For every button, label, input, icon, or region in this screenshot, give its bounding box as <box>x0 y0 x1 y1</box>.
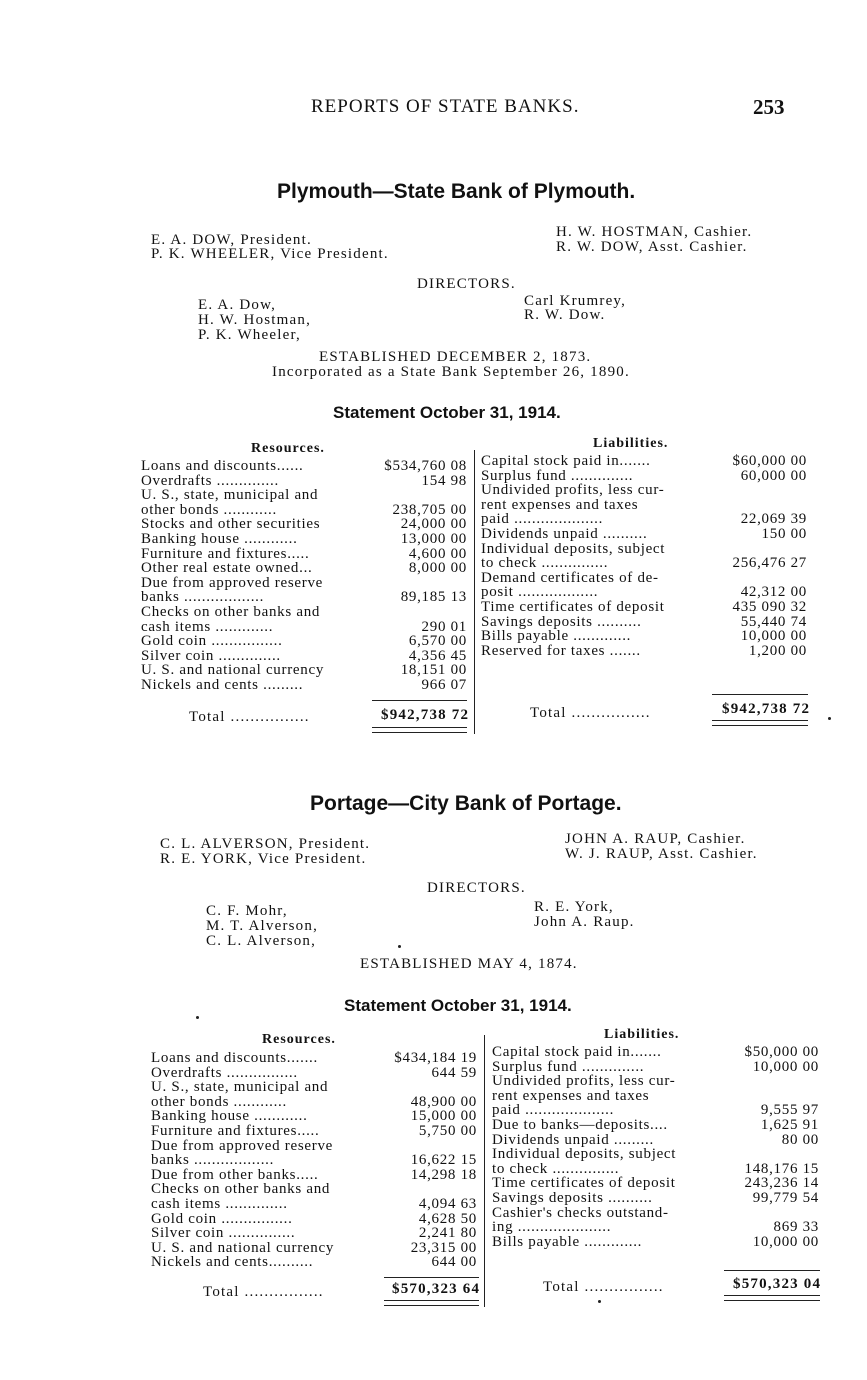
liability-row <box>492 1191 819 1206</box>
resource-row-label: Furniture and fixtures..... <box>141 545 310 562</box>
resource-row-label: cash items .............. <box>151 1195 288 1212</box>
resource-row <box>151 1080 477 1095</box>
print-speck <box>828 717 831 720</box>
resource-row <box>151 1182 477 1197</box>
bank-title-portage: Portage—City Bank of Portage. <box>310 792 622 815</box>
total-double-rule <box>712 720 808 726</box>
resource-row-label: U. S. and national currency <box>141 662 325 679</box>
total-rule <box>384 1277 479 1278</box>
resource-row-amount: 5,750 00 <box>418 1122 477 1139</box>
director-1: E. A. Dow, <box>198 297 277 313</box>
resource-row <box>141 620 467 635</box>
officer-vice-president: P. K. WHEELER, Vice President. <box>151 246 389 262</box>
liability-row-label: Cashier's checks outstand- <box>492 1204 669 1221</box>
liability-row-label: Individual deposits, subject <box>492 1146 677 1163</box>
resource-row-label: Stocks and other securities <box>141 516 321 533</box>
liabilities-total-label: Total ................ <box>530 705 651 721</box>
liability-row <box>492 1060 819 1075</box>
liability-row-amount: 10,000 00 <box>752 1233 819 1250</box>
resource-row-label: Checks on other banks and <box>141 603 321 620</box>
director-1: C. F. Mohr, <box>206 903 288 919</box>
liability-row <box>481 454 807 469</box>
column-divider <box>474 450 475 734</box>
resources-heading: Resources. <box>251 441 325 456</box>
resource-row <box>141 503 467 518</box>
resource-row-amount: 154 98 <box>421 472 467 489</box>
liability-row-label: to check ............... <box>492 1160 620 1177</box>
total-rule <box>372 700 467 701</box>
resource-row <box>151 1153 477 1168</box>
resource-row-amount: 23,315 00 <box>410 1239 477 1256</box>
liability-row-amount: 99,779 54 <box>752 1189 819 1206</box>
resource-row-amount: 4,356 45 <box>408 647 467 664</box>
liability-row-amount: 1,200 00 <box>748 642 807 659</box>
resource-row-label: Due from approved reserve <box>141 574 324 591</box>
resource-row-label: Nickels and cents ......... <box>141 676 304 693</box>
page-number: 253 <box>753 95 785 119</box>
liability-row-label: Undivided profits, less cur- <box>492 1073 676 1090</box>
resource-row-amount: 89,185 13 <box>400 589 467 606</box>
total-double-rule <box>724 1295 820 1301</box>
resource-row <box>141 488 467 503</box>
director-5: R. W. Dow. <box>524 307 606 323</box>
liability-row-label: Capital stock paid in....... <box>492 1044 662 1060</box>
resource-row <box>151 1212 477 1227</box>
liability-row <box>492 1103 819 1118</box>
resource-row-label: Due from approved reserve <box>151 1137 334 1154</box>
resource-row-label: Loans and discounts...... <box>141 458 304 474</box>
liability-row-amount: 243,236 14 <box>744 1175 819 1192</box>
liability-row-amount: 42,312 00 <box>740 584 807 601</box>
resource-row-amount: 238,705 00 <box>392 501 467 518</box>
resource-row-label: U. S., state, municipal and <box>141 487 319 504</box>
resource-row <box>151 1095 477 1110</box>
liability-row-label: ing ..................... <box>492 1219 612 1236</box>
director-4: R. E. York, <box>534 899 614 915</box>
print-speck <box>398 945 401 948</box>
liability-row-label: Reserved for taxes ....... <box>481 642 641 659</box>
liability-row <box>492 1235 819 1250</box>
resource-row-label: Loans and discounts....... <box>151 1050 318 1066</box>
liability-row <box>492 1162 819 1177</box>
resource-row <box>151 1197 477 1212</box>
liability-row <box>481 469 807 484</box>
resource-row <box>141 474 467 489</box>
liability-row <box>492 1045 819 1060</box>
resource-row <box>151 1066 477 1081</box>
resource-row-amount: $434,184 19 <box>394 1050 477 1066</box>
resource-row <box>151 1109 477 1124</box>
officer-asst-cashier: W. J. RAUP, Asst. Cashier. <box>565 846 758 862</box>
running-header-title: REPORTS OF STATE BANKS. <box>311 96 580 117</box>
resource-row-amount: 24,000 00 <box>400 516 467 533</box>
officer-vice-president: R. E. YORK, Vice President. <box>160 851 367 867</box>
resources-total-label: Total ................ <box>189 709 310 725</box>
resources-total-amount: $570,323 64 <box>392 1281 481 1297</box>
resource-row <box>141 634 467 649</box>
resource-row-amount: 966 07 <box>421 676 467 693</box>
liability-row <box>481 542 807 557</box>
directors-heading: DIRECTORS. <box>417 276 516 292</box>
liability-row-amount: 435 090 32 <box>732 598 807 615</box>
liability-row-amount: $50,000 00 <box>744 1044 819 1060</box>
director-3: C. L. Alverson, <box>206 933 317 949</box>
resource-row-label: U. S., state, municipal and <box>151 1079 329 1096</box>
statement-heading: Statement October 31, 1914. <box>333 403 561 422</box>
resource-row <box>151 1241 477 1256</box>
resource-row-label: other bonds ............ <box>141 501 277 518</box>
total-double-rule <box>372 727 467 733</box>
resource-row-label: cash items ............. <box>141 618 274 635</box>
resource-row-label: Overdrafts ................ <box>151 1064 298 1081</box>
resource-row-label: Gold coin ................ <box>141 633 283 650</box>
director-5: John A. Raup. <box>534 914 635 930</box>
liability-row-label: Bills payable ............. <box>492 1233 643 1250</box>
liability-row-label: Savings deposits .......... <box>481 613 642 630</box>
resource-row-label: banks .................. <box>151 1152 275 1169</box>
resource-row-label: Nickels and cents.......... <box>151 1254 314 1271</box>
resource-row-amount: 15,000 00 <box>410 1108 477 1125</box>
liability-row-amount: 80 00 <box>781 1131 819 1148</box>
resource-row <box>151 1124 477 1139</box>
resource-row <box>151 1226 477 1241</box>
officer-president: C. L. ALVERSON, President. <box>160 836 371 852</box>
liability-row-amount: 9,555 97 <box>760 1102 819 1119</box>
liabilities-total-amount: $942,738 72 <box>722 701 811 717</box>
officer-cashier: H. W. HOSTMAN, Cashier. <box>556 224 753 240</box>
resource-row-label: banks .................. <box>141 589 265 606</box>
resource-row-label: Due from other banks..... <box>151 1166 319 1183</box>
total-double-rule <box>384 1300 479 1306</box>
liability-row <box>492 1133 819 1148</box>
resource-row-label: Silver coin ............... <box>151 1225 296 1242</box>
resource-row <box>141 649 467 664</box>
liability-row <box>481 600 807 615</box>
resources-total-label: Total ................ <box>203 1284 324 1300</box>
established-line: ESTABLISHED MAY 4, 1874. <box>360 956 578 972</box>
director-2: M. T. Alverson, <box>206 918 319 934</box>
resource-row-label: Checks on other banks and <box>151 1181 331 1198</box>
liability-row-label: Undivided profits, less cur- <box>481 482 665 499</box>
liability-row-label: posit .................. <box>481 584 599 601</box>
director-3: P. K. Wheeler, <box>198 327 301 343</box>
liability-row-label: rent expenses and taxes <box>492 1087 650 1104</box>
liability-row-label: Surplus fund .............. <box>481 467 634 484</box>
director-4: Carl Krumrey, <box>524 293 627 309</box>
liability-row <box>481 629 807 644</box>
resource-row <box>151 1168 477 1183</box>
resource-row <box>141 547 467 562</box>
resource-row-amount: 8,000 00 <box>408 560 467 577</box>
incorporated-line: Incorporated as a State Bank September 26, 1890. <box>272 364 630 380</box>
resource-row-amount: 14,298 18 <box>410 1166 477 1183</box>
resources-total-amount: $942,738 72 <box>381 707 470 723</box>
resource-row <box>141 663 467 678</box>
resource-row-amount: 4,600 00 <box>408 545 467 562</box>
liability-row-amount: 148,176 15 <box>744 1160 819 1177</box>
resource-row-label: Other real estate owned... <box>141 560 313 577</box>
resource-row-amount: 644 59 <box>431 1064 477 1081</box>
liability-row-label: paid .................... <box>492 1102 615 1119</box>
liabilities-total-label: Total ................ <box>543 1279 664 1295</box>
resource-row-amount: $534,760 08 <box>384 458 467 474</box>
resource-row <box>141 590 467 605</box>
liability-row-label: Individual deposits, subject <box>481 540 666 557</box>
total-rule <box>724 1270 820 1271</box>
resource-row-label: Gold coin ................ <box>151 1210 293 1227</box>
liability-row-label: paid .................... <box>481 511 604 528</box>
liability-row-amount: 10,000 00 <box>752 1058 819 1075</box>
liability-row-label: Bills payable ............. <box>481 628 632 645</box>
resources-heading: Resources. <box>262 1032 336 1047</box>
resource-row-label: other bonds ............ <box>151 1093 287 1110</box>
liability-row <box>492 1118 819 1133</box>
liability-row <box>481 498 807 513</box>
resource-row <box>151 1051 477 1066</box>
resource-row-amount: 4,628 50 <box>418 1210 477 1227</box>
resource-row <box>141 678 467 693</box>
liabilities-total-amount: $570,323 04 <box>733 1276 822 1292</box>
liabilities-table <box>481 454 807 658</box>
liability-row <box>492 1074 819 1089</box>
resource-row-label: Furniture and fixtures..... <box>151 1122 320 1139</box>
resource-row <box>141 561 467 576</box>
resource-row <box>141 459 467 474</box>
director-2: H. W. Hostman, <box>198 312 312 328</box>
liability-row <box>492 1089 819 1104</box>
resource-row-amount: 644 00 <box>431 1254 477 1271</box>
resource-row-amount: 2,241 80 <box>418 1225 477 1242</box>
liability-row <box>481 556 807 571</box>
liability-row-amount: 10,000 00 <box>740 628 807 645</box>
resource-row-label: Banking house ............ <box>141 530 298 547</box>
statement-heading: Statement October 31, 1914. <box>344 996 572 1015</box>
liability-row <box>481 571 807 586</box>
resource-row <box>141 605 467 620</box>
liability-row-label: Dividends unpaid .......... <box>481 525 648 542</box>
resources-table <box>151 1051 477 1270</box>
resource-row-amount: 4,094 63 <box>418 1195 477 1212</box>
resource-row-label: Silver coin .............. <box>141 647 281 664</box>
liability-row-amount: 869 33 <box>773 1219 819 1236</box>
resource-row-label: Overdrafts .............. <box>141 472 279 489</box>
liability-row-label: to check ............... <box>481 555 609 572</box>
liability-row <box>481 483 807 498</box>
resource-row <box>141 576 467 591</box>
resource-row <box>141 517 467 532</box>
liability-row-label: Surplus fund .............. <box>492 1058 645 1075</box>
liability-row-amount: 22,069 39 <box>740 511 807 528</box>
print-speck <box>598 1300 601 1303</box>
liability-row-label: Demand certificates of de- <box>481 569 659 586</box>
officer-president: E. A. DOW, President. <box>151 232 312 248</box>
liabilities-heading: Liabilities. <box>604 1027 680 1042</box>
liability-row-label: Savings deposits .......... <box>492 1189 653 1206</box>
liability-row-label: Capital stock paid in....... <box>481 453 651 469</box>
resource-row-label: U. S. and national currency <box>151 1239 335 1256</box>
resource-row-label: Banking house ............ <box>151 1108 308 1125</box>
liability-row <box>481 512 807 527</box>
liability-row-label: Time certificates of deposit <box>481 598 665 615</box>
resource-row <box>141 532 467 547</box>
liabilities-heading: Liabilities. <box>593 436 669 451</box>
liability-row <box>492 1176 819 1191</box>
resources-table <box>141 459 467 693</box>
resource-row-amount: 16,622 15 <box>410 1152 477 1169</box>
liability-row <box>492 1147 819 1162</box>
liability-row-amount: 55,440 74 <box>740 613 807 630</box>
column-divider <box>484 1035 485 1307</box>
print-speck <box>196 1016 199 1019</box>
resource-row <box>151 1255 477 1270</box>
liability-row <box>481 585 807 600</box>
liability-row-label: rent expenses and taxes <box>481 496 639 513</box>
liability-row <box>481 644 807 659</box>
liability-row <box>492 1220 819 1235</box>
liability-row-label: Dividends unpaid ......... <box>492 1131 654 1148</box>
liability-row-amount: 60,000 00 <box>740 467 807 484</box>
officer-cashier: JOHN A. RAUP, Cashier. <box>565 831 746 847</box>
resource-row-amount: 6,570 00 <box>408 633 467 650</box>
liability-row-label: Due to banks—deposits.... <box>492 1116 668 1133</box>
resource-row <box>151 1139 477 1154</box>
established-line: ESTABLISHED DECEMBER 2, 1873. <box>319 349 592 365</box>
directors-heading: DIRECTORS. <box>427 880 526 896</box>
officer-asst-cashier: R. W. DOW, Asst. Cashier. <box>556 239 748 255</box>
liability-row <box>481 527 807 542</box>
resource-row-amount: 290 01 <box>421 618 467 635</box>
total-rule <box>712 694 808 695</box>
liability-row <box>481 615 807 630</box>
bank-title-plymouth: Plymouth—State Bank of Plymouth. <box>277 180 636 203</box>
liability-row <box>492 1206 819 1221</box>
resource-row-amount: 48,900 00 <box>410 1093 477 1110</box>
liability-row-amount: $60,000 00 <box>732 453 807 469</box>
resource-row-amount: 13,000 00 <box>400 530 467 547</box>
resource-row-amount: 18,151 00 <box>400 662 467 679</box>
liability-row-amount: 1,625 91 <box>760 1116 819 1133</box>
liability-row-label: Time certificates of deposit <box>492 1175 676 1192</box>
liability-row-amount: 150 00 <box>761 525 807 542</box>
liability-row-amount: 256,476 27 <box>732 555 807 572</box>
liabilities-table <box>492 1045 819 1249</box>
